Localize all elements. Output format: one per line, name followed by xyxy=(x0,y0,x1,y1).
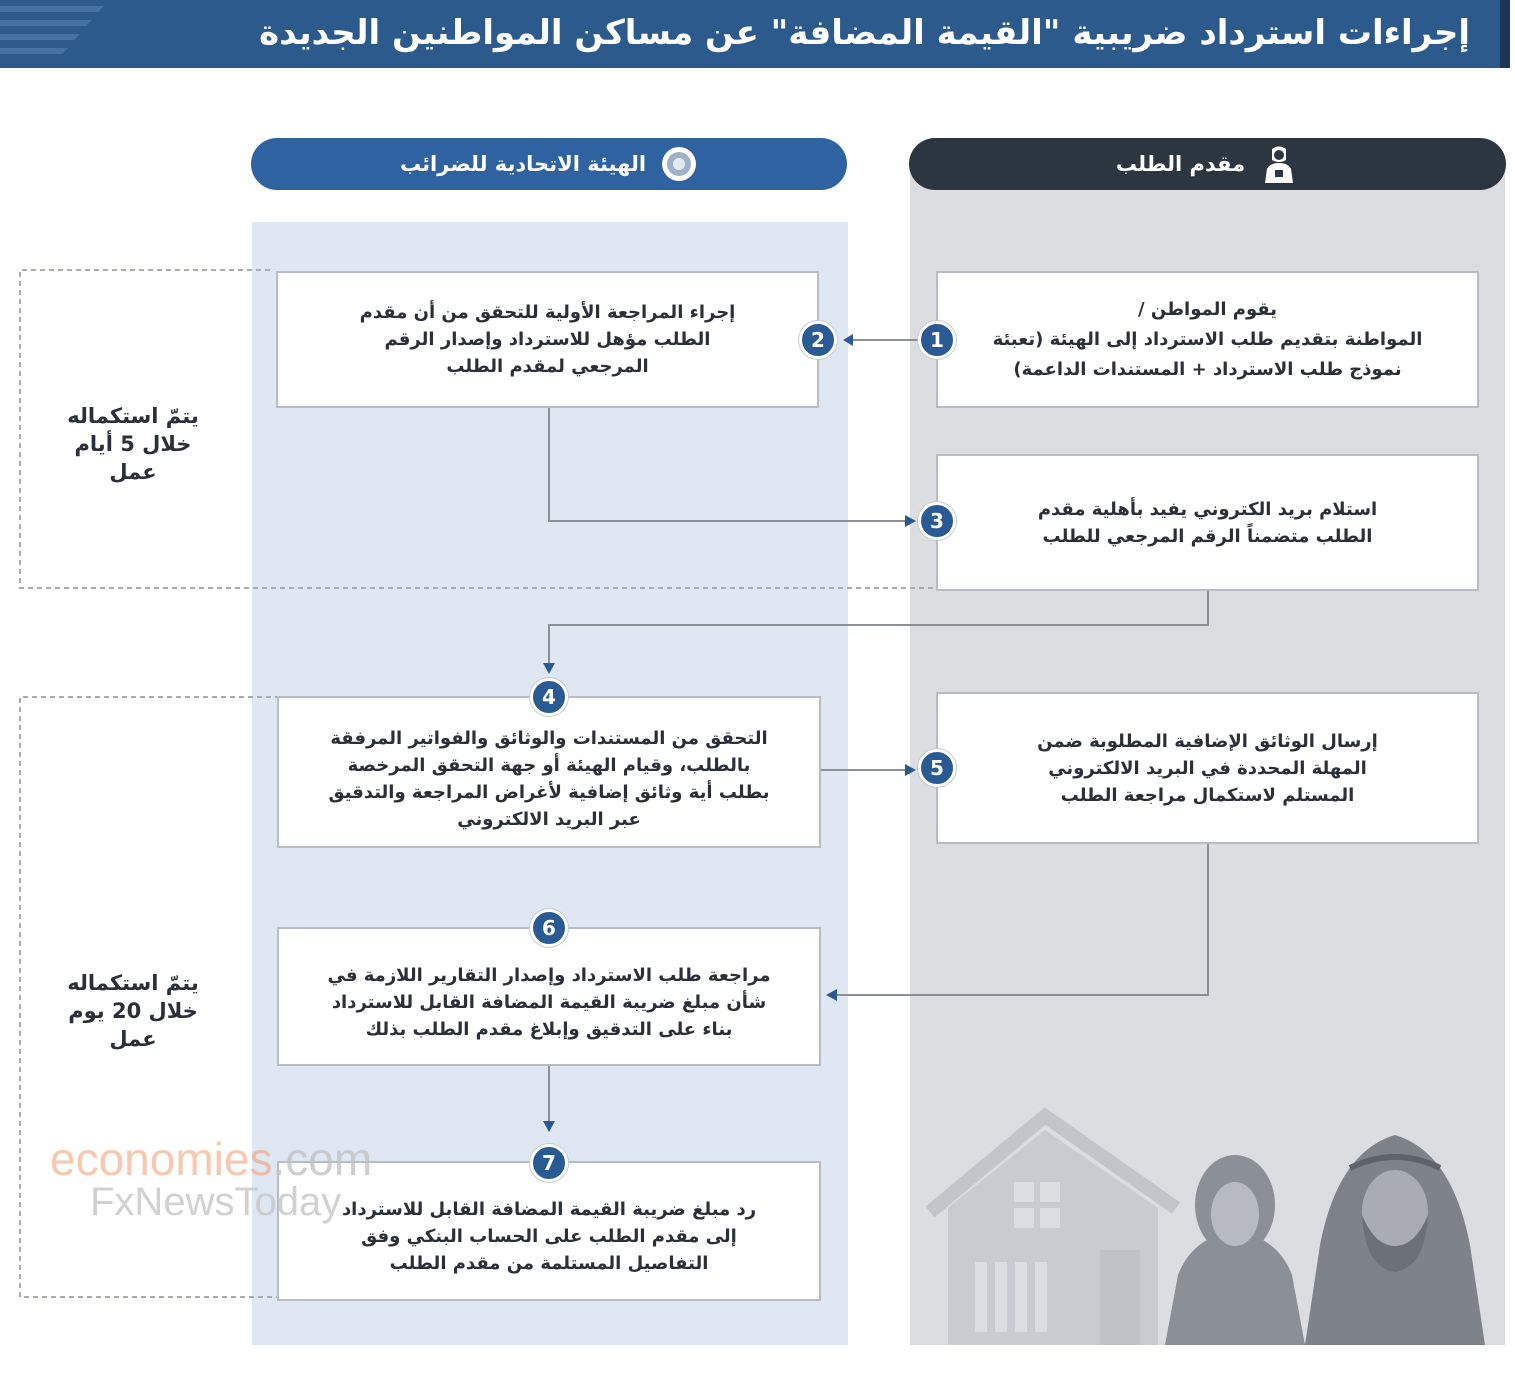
man-figure xyxy=(1305,1135,1485,1345)
connector-5-to-6 xyxy=(836,844,1208,995)
duration-text-line: يتمّ استكماله xyxy=(67,404,199,428)
connector-3-to-4 xyxy=(549,591,1208,664)
step-text-line: المستلم لاستكمال مراجعة الطلب xyxy=(1060,784,1355,806)
step-text-line: يقوم المواطن / xyxy=(1138,298,1277,320)
step-text-line: التحقق من المستندات والوثائق والفواتير المرفقة xyxy=(330,728,768,749)
connector-2-to-3 xyxy=(549,408,906,521)
step-7-number-badge: 7 xyxy=(530,1144,568,1182)
step-2-number-badge: 2 xyxy=(799,321,837,359)
woman-figure xyxy=(1165,1155,1305,1345)
step-4-box xyxy=(277,696,821,848)
arrowhead-6-to-7 xyxy=(543,1121,555,1132)
step-text-line: المهلة المحددة في البريد الالكتروني xyxy=(1048,757,1367,779)
watermark-economies xyxy=(50,1132,372,1186)
step-6-box xyxy=(277,927,821,1066)
arrowhead-4-to-5 xyxy=(905,764,916,776)
step-text-line: بطلب أية وثائق إضافية لأغراض المراجعة والتدقيق xyxy=(328,782,770,803)
step-text-line: استلام بريد الكتروني يفيد بأهلية مقدم xyxy=(1037,498,1378,520)
watermark-brand-suffix: .com xyxy=(272,1133,373,1185)
step-text-line: المواطنة بتقديم طلب الاسترداد إلى الهيئة (تعبئة xyxy=(992,328,1423,350)
step-text-line: نموذج طلب الاسترداد + المستندات الداعمة) xyxy=(1013,358,1402,380)
step-text-line: الطلب مؤهل للاسترداد وإصدار الرقم xyxy=(384,329,711,350)
applicant-lane-label: مقدم الطلب xyxy=(1115,152,1246,176)
step-text-line: إلى مقدم الطلب على الحساب البنكي وفق xyxy=(361,1225,737,1247)
step-5-box xyxy=(936,692,1479,844)
step-text-line: التفاصيل المستلمة من مقدم الطلب xyxy=(389,1252,709,1274)
step-text-line: مراجعة طلب الاسترداد وإصدار التقارير اللازمة في xyxy=(327,965,771,986)
arrowhead-1-to-2 xyxy=(843,334,853,346)
step-text-line: إجراء المراجعة الأولية للتحقق من أن مقدم xyxy=(359,302,736,323)
step-text-line: بالطلب، وقيام الهيئة أو جهة التحقق المرخصة xyxy=(347,755,751,776)
arrowhead-2-to-3 xyxy=(905,515,916,527)
step-text-line: الطلب متضمناً الرقم المرجعي للطلب xyxy=(1042,525,1373,547)
duration-label-5-days xyxy=(40,402,226,486)
step-text-line: شأن مبلغ ضريبة القيمة المضافة القابل للاسترداد xyxy=(331,992,767,1013)
watermark-fxnewstoday: FxNewsToday xyxy=(90,1180,342,1224)
duration-text-line: عمل xyxy=(109,460,157,484)
step-text-line: رد مبلغ ضريبة القيمة المضافة القابل للاسترداد xyxy=(341,1198,757,1220)
step-text-line: إرسال الوثائق الإضافية المطلوبة ضمن xyxy=(1037,730,1378,752)
step-1-number-badge: 1 xyxy=(918,321,956,359)
duration-text-line: عمل xyxy=(109,1027,157,1051)
step-text-line: المرجعي لمقدم الطلب xyxy=(446,356,649,377)
page-title: إجراءات استرداد ضريبية "القيمة المضافة" عن مساكن المواطنين الجديدة xyxy=(259,13,1470,53)
arrowhead-3-to-4 xyxy=(543,663,555,674)
step-2-box xyxy=(276,271,819,408)
house-illustration xyxy=(930,1116,1176,1345)
duration-text-line: يتمّ استكماله xyxy=(67,971,199,995)
step-3-number-badge: 3 xyxy=(918,502,956,540)
watermark-brand: economies xyxy=(50,1133,273,1185)
arrowhead-5-to-6 xyxy=(826,989,837,1001)
step-4-number-badge: 4 xyxy=(530,678,568,716)
step-5-number-badge: 5 xyxy=(918,749,956,787)
step-text-line: بناء على التدقيق وإبلاغ مقدم الطلب بذلك xyxy=(365,1019,733,1040)
duration-label-20-days xyxy=(40,969,226,1053)
step-text-line: عبر البريد الالكتروني xyxy=(457,809,641,830)
step-3-box xyxy=(936,454,1479,591)
step-6-number-badge: 6 xyxy=(530,909,568,947)
duration-text-line: خلال 5 أيام xyxy=(74,432,192,456)
authority-lane-label: الهيئة الاتحادية للضرائب xyxy=(399,152,647,176)
step-1-box xyxy=(936,271,1479,408)
duration-text-line: خلال 20 يوم xyxy=(68,999,198,1023)
